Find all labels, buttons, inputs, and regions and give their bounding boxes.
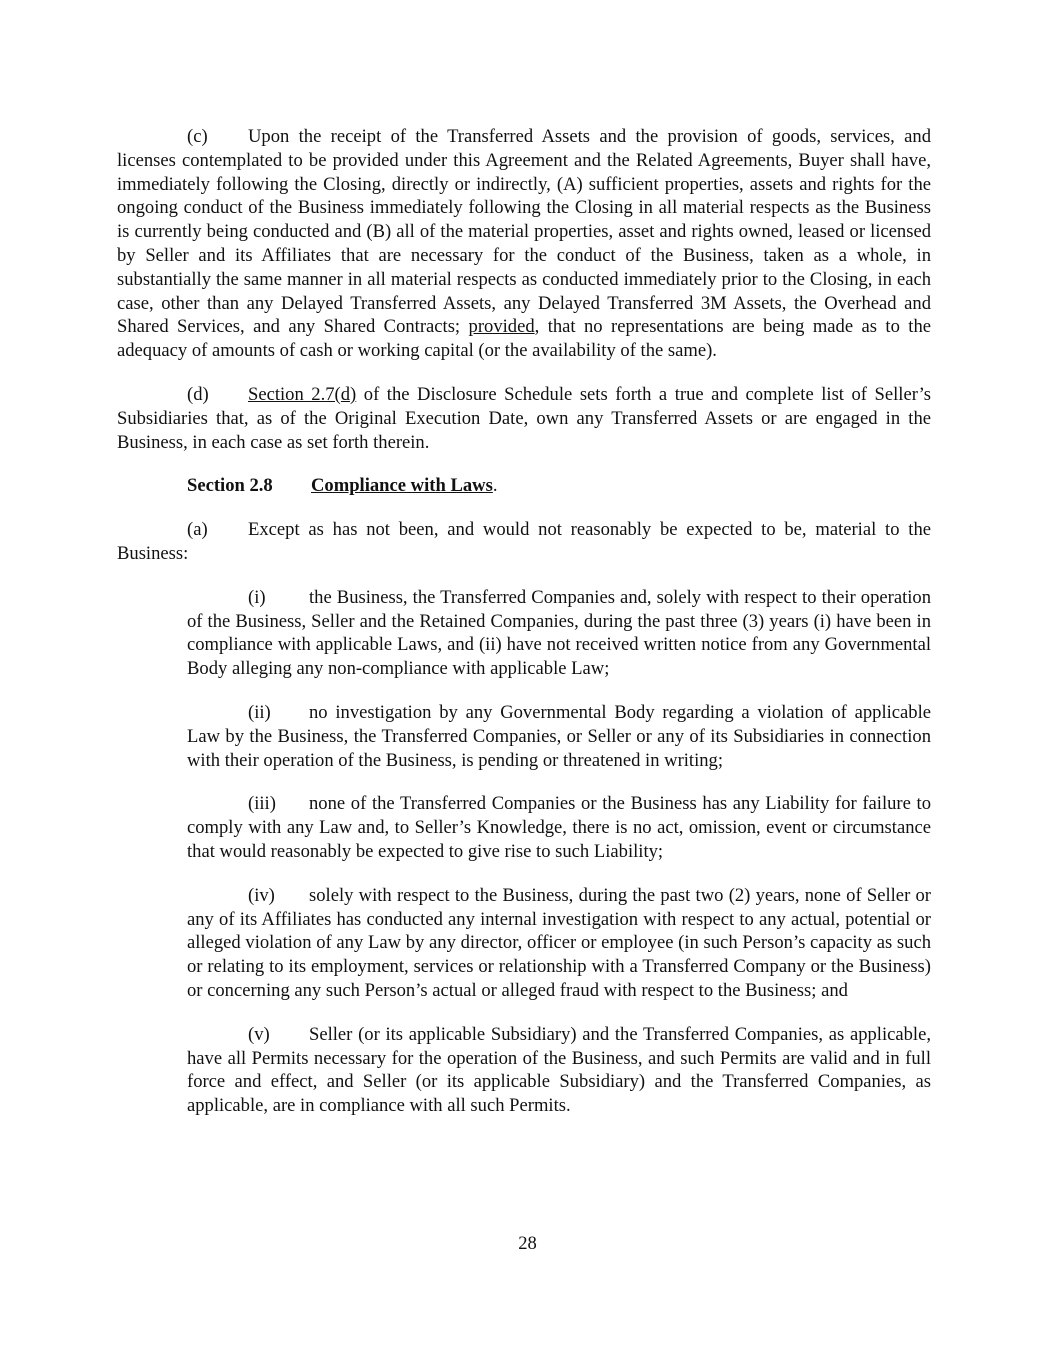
subparagraph-i	[187, 586, 931, 681]
paragraph-a	[117, 518, 931, 566]
paragraph-text: Except as has not been, and would not reasonably be expected to be, material to the Business:	[117, 519, 931, 564]
subparagraph-label: (ii)	[248, 701, 271, 723]
section-heading	[187, 474, 931, 498]
subparagraph-text: Seller (or its applicable Subsidiary) and the Transferred Companies, as applicable, have all Permits necessary for the operation of the Business, and such Permits are valid and in full force and effect, and Seller (or its applicable Subsidiary) and the Transferred Companies, as applicable, are in compliance with all such Permits.	[187, 1023, 931, 1117]
subparagraph-ii	[187, 701, 931, 772]
subparagraph-iii	[187, 792, 931, 863]
section-period: .	[492, 475, 498, 497]
subparagraph-v	[187, 1023, 931, 1118]
subparagraph-label: (v)	[248, 1023, 270, 1045]
paragraph-text: of the Disclosure Schedule sets forth a true and complete list of Seller’s Subsidiaries that, as of the Original Execution Date, own any Transferred Assets or are engaged in the Business, in each case as set forth therein.	[117, 383, 931, 453]
subparagraph-label: (iii)	[248, 793, 276, 815]
provided-term: provided	[468, 316, 535, 338]
paragraph-label: (d)	[187, 383, 209, 405]
section-reference: Section 2.7(d)	[248, 383, 357, 405]
section-number: Section 2.8	[187, 475, 273, 497]
section-title: Compliance with Laws	[311, 475, 493, 497]
document-page	[117, 125, 931, 1138]
subparagraph-text: no investigation by any Governmental Body regarding a violation of applicable Law by the Business, the Transferred Companies, or Seller or any of its Subsidiaries in connection with their operation of the Business, is pending or threatened in writing;	[187, 701, 931, 771]
paragraph-text: , that no representations are being made as to the adequacy of amounts of cash or working capital (or the availability of the same).	[117, 316, 932, 362]
subparagraph-text: the Business, the Transferred Companies and, solely with respect to their operation of the Business, Seller and the Retained Companies, during the past three (3) years (i) have been in compliance with applicable Laws, and (ii) have not received written notice from any Governmental Body alleging any non-compliance with applicable Law;	[187, 586, 931, 680]
page-number: 28	[518, 1233, 537, 1254]
subparagraph-label: (iv)	[248, 884, 275, 906]
paragraph-label: (c)	[187, 126, 208, 147]
paragraph-c	[117, 125, 931, 363]
paragraph-text: Upon the receipt of the Transferred Assets and the provision of goods, services, and licenses contemplated to be provided under this Agreement and the Related Agreements, Buyer shall have, immediately following the Closing, directly or indirectly, (A) sufficient properties, assets and rights for the ongoing conduct of the Business immediately following the Closing in all material respects as the Business is currently being conducted and (B) all of the material properties, asset and rights owned, leased or licensed by Seller and its Affiliates that are necessary for the conduct of the Business, taken as a whole, in substantially the same manner in all material respects as conducted immediately prior to the Closing, in each case, other than any Delayed Transferred Assets, any Delayed Transferred 3M Assets, the Overhead and Shared Services, and any Shared Contracts;	[117, 126, 931, 338]
paragraph-label: (a)	[187, 519, 208, 541]
subparagraph-iv	[187, 884, 931, 1003]
subparagraph-text: solely with respect to the Business, during the past two (2) years, none of Seller or any of its Affiliates has conducted any internal investigation with respect to any actual, potential or alleged violation of any Law by any director, officer or employee (in such Person’s capacity as such or relating to its employment, services or relationship with a Transferred Company or the Business) or concerning any such Person’s actual or alleged fraud with respect to the Business; and	[187, 884, 931, 1001]
subparagraph-label: (i)	[248, 586, 266, 608]
paragraph-d	[117, 383, 931, 454]
subparagraph-text: none of the Transferred Companies or the Business has any Liability for failure to comply with any Law and, to Seller’s Knowledge, there is no act, omission, event or circumstance that would reasonably be expected to give rise to such Liability;	[187, 793, 931, 862]
